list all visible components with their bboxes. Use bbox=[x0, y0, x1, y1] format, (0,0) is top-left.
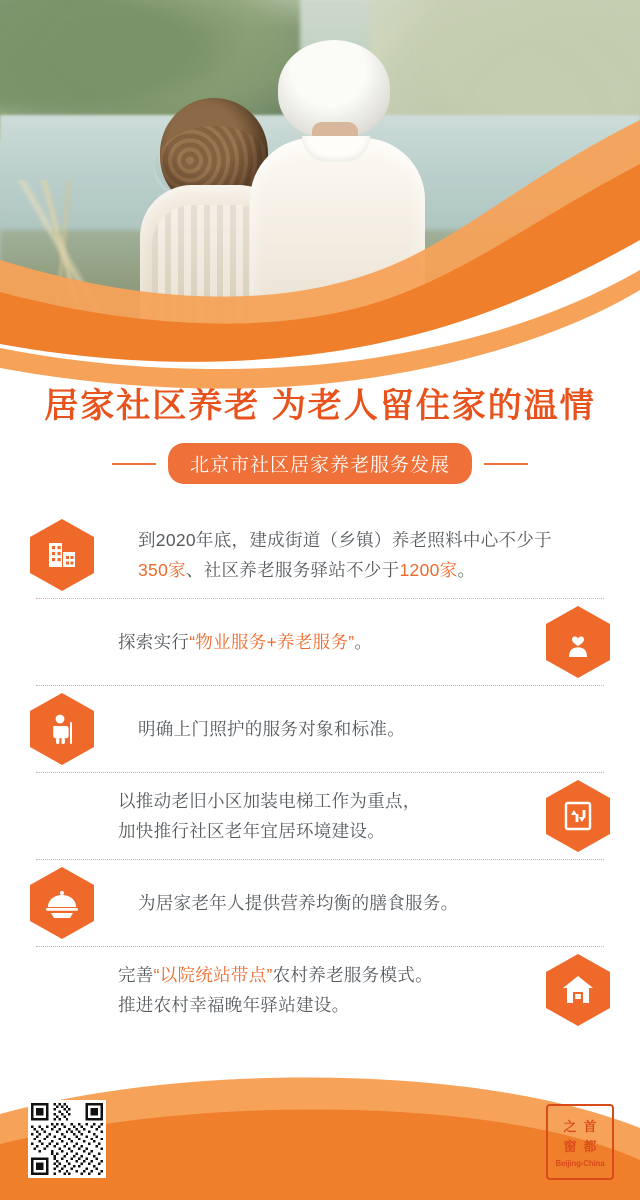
beijing-china-seal bbox=[546, 1104, 614, 1180]
list-item bbox=[0, 599, 640, 685]
list-item-line: 为居家老年人提供营养均衡的膳食服务。 bbox=[138, 893, 459, 913]
heart-hand-icon bbox=[546, 606, 610, 678]
qr-code[interactable] bbox=[28, 1100, 106, 1178]
list-item-line: 探索实行“物业服务+养老服务”。 bbox=[118, 632, 373, 652]
building-icon bbox=[30, 519, 94, 591]
list-item bbox=[0, 512, 640, 598]
dash-left bbox=[112, 463, 156, 465]
policy-list bbox=[0, 512, 640, 1033]
list-item bbox=[0, 686, 640, 772]
list-item-line: 明确上门照护的服务对象和标准。 bbox=[138, 719, 405, 739]
list-item bbox=[0, 947, 640, 1033]
subtitle-pill: 北京市社区居家养老服务发展 bbox=[168, 443, 472, 484]
list-item-line: 推进农村幸福晚年驿站建设。 bbox=[118, 995, 350, 1015]
list-item bbox=[0, 773, 640, 859]
dash-right bbox=[484, 463, 528, 465]
seal-char: 都 bbox=[583, 1138, 597, 1154]
seal-characters bbox=[560, 1117, 600, 1157]
seal-english: Beijing-China bbox=[555, 1158, 605, 1168]
footer bbox=[0, 1070, 640, 1200]
seal-char: 之 bbox=[563, 1118, 577, 1134]
food-cloche-icon bbox=[30, 867, 94, 939]
subtitle-row bbox=[0, 443, 640, 484]
list-item-text bbox=[138, 888, 458, 918]
list-item-line: 完善“以院统站带点”农村养老服务模式。 bbox=[118, 965, 433, 985]
list-item-text bbox=[118, 627, 372, 657]
list-item-text bbox=[138, 525, 552, 585]
list-item-line: 到2020年底，建成街道（乡镇）养老照料中心不少于 bbox=[138, 530, 552, 550]
elder-person-icon bbox=[30, 693, 94, 765]
list-item-line: 以推动老旧小区加装电梯工作为重点， bbox=[118, 791, 421, 811]
seal-char: 首 bbox=[583, 1118, 597, 1134]
list-item-line: 加快推行社区老年宜居环境建设。 bbox=[118, 821, 385, 841]
list-item-text bbox=[138, 714, 405, 744]
elevator-icon bbox=[546, 780, 610, 852]
list-item-line: 350家、社区养老服务驿站不少于1200家。 bbox=[138, 560, 476, 580]
home-icon bbox=[546, 954, 610, 1026]
seal-char: 窗 bbox=[563, 1138, 577, 1154]
list-item-text bbox=[118, 960, 433, 1020]
list-item bbox=[0, 860, 640, 946]
orange-swoosh-accent bbox=[0, 120, 640, 420]
page-title: 居家社区养老 为老人留住家的温情 bbox=[44, 387, 596, 425]
list-item-text bbox=[118, 786, 421, 846]
